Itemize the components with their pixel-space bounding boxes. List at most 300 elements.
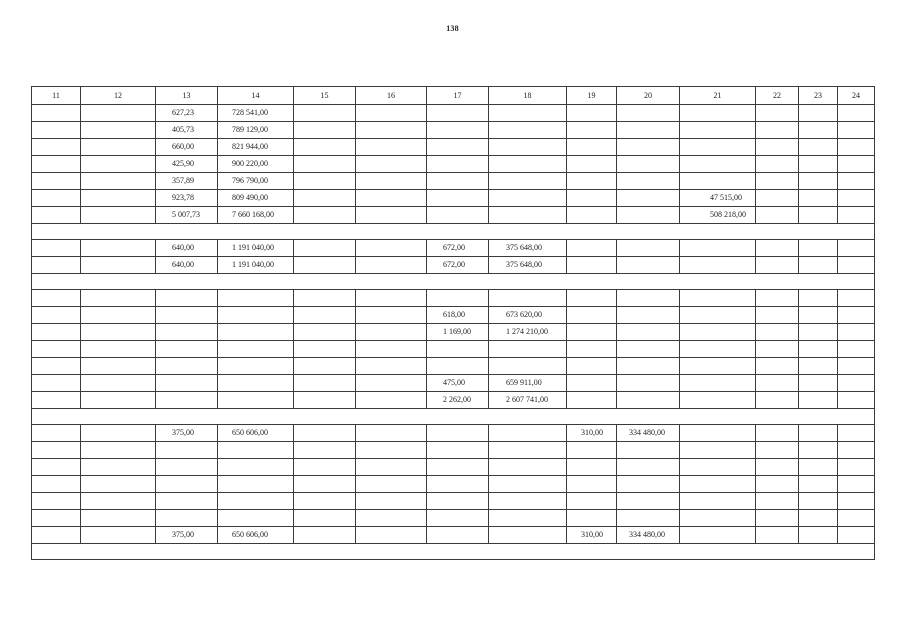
table-cell: 923,78 bbox=[156, 190, 218, 207]
table-cell bbox=[294, 476, 356, 493]
table-cell bbox=[617, 105, 680, 122]
table-row bbox=[32, 207, 875, 224]
table-cell bbox=[567, 493, 617, 510]
table-cell bbox=[756, 392, 799, 409]
table-cell: 508 218,00 bbox=[680, 207, 756, 224]
table-cell bbox=[680, 139, 756, 156]
table-cell bbox=[567, 476, 617, 493]
table-cell bbox=[680, 105, 756, 122]
table-cell bbox=[356, 290, 427, 307]
table-cell: 7 660 168,00 bbox=[218, 207, 294, 224]
table-cell bbox=[156, 493, 218, 510]
table-cell bbox=[218, 392, 294, 409]
table-cell: 627,23 bbox=[156, 105, 218, 122]
table-cell bbox=[838, 510, 875, 527]
column-header: 14 bbox=[218, 87, 294, 105]
table-cell bbox=[427, 510, 489, 527]
table-cell bbox=[838, 139, 875, 156]
table-cell: 821 944,00 bbox=[218, 139, 294, 156]
table-cell bbox=[756, 527, 799, 544]
table-cell bbox=[356, 510, 427, 527]
table-cell bbox=[489, 290, 567, 307]
table-cell: 425,90 bbox=[156, 156, 218, 173]
table-cell bbox=[32, 425, 81, 442]
table-row bbox=[32, 190, 875, 207]
table-cell bbox=[294, 510, 356, 527]
table-cell bbox=[838, 173, 875, 190]
table-cell bbox=[218, 290, 294, 307]
table-cell bbox=[799, 442, 838, 459]
table-cell bbox=[356, 392, 427, 409]
table-cell: 789 129,00 bbox=[218, 122, 294, 139]
table-cell bbox=[756, 493, 799, 510]
table-cell bbox=[617, 459, 680, 476]
separator-cell bbox=[32, 544, 875, 560]
table-row bbox=[32, 341, 875, 358]
table-cell bbox=[156, 341, 218, 358]
table-cell bbox=[156, 290, 218, 307]
table-cell bbox=[567, 442, 617, 459]
table-cell bbox=[799, 375, 838, 392]
table-cell bbox=[32, 493, 81, 510]
table-cell bbox=[489, 190, 567, 207]
table-cell bbox=[680, 493, 756, 510]
table-cell bbox=[680, 307, 756, 324]
table-cell bbox=[756, 375, 799, 392]
table-cell bbox=[489, 493, 567, 510]
table-cell: 2 262,00 bbox=[427, 392, 489, 409]
table-cell bbox=[680, 240, 756, 257]
table-cell bbox=[617, 240, 680, 257]
table-cell bbox=[356, 207, 427, 224]
table-cell bbox=[356, 493, 427, 510]
table-row bbox=[32, 527, 875, 544]
table-cell bbox=[756, 240, 799, 257]
table-cell bbox=[756, 358, 799, 375]
table-cell bbox=[294, 207, 356, 224]
table-cell bbox=[32, 173, 81, 190]
table-cell bbox=[81, 207, 156, 224]
table-cell bbox=[294, 392, 356, 409]
table-cell bbox=[294, 173, 356, 190]
table-cell: 618,00 bbox=[427, 307, 489, 324]
table-cell bbox=[356, 341, 427, 358]
table-cell bbox=[81, 375, 156, 392]
table-cell bbox=[218, 459, 294, 476]
table-row bbox=[32, 493, 875, 510]
column-header: 16 bbox=[356, 87, 427, 105]
table-row bbox=[32, 257, 875, 274]
table-cell bbox=[32, 341, 81, 358]
table-cell bbox=[617, 375, 680, 392]
table-cell bbox=[799, 510, 838, 527]
separator-cell bbox=[32, 409, 875, 425]
table-cell bbox=[427, 207, 489, 224]
table-cell bbox=[156, 307, 218, 324]
table-cell bbox=[756, 324, 799, 341]
table-cell bbox=[756, 442, 799, 459]
table-cell bbox=[356, 257, 427, 274]
table-cell bbox=[156, 459, 218, 476]
table-cell bbox=[799, 139, 838, 156]
table-cell bbox=[427, 156, 489, 173]
table-cell bbox=[617, 341, 680, 358]
table-cell bbox=[838, 207, 875, 224]
table-cell bbox=[356, 190, 427, 207]
section-separator-row bbox=[32, 224, 875, 240]
table-cell bbox=[799, 307, 838, 324]
table-cell bbox=[680, 341, 756, 358]
table-cell: 672,00 bbox=[427, 240, 489, 257]
table-cell bbox=[838, 442, 875, 459]
table-cell bbox=[799, 257, 838, 274]
table-cell bbox=[680, 173, 756, 190]
table-cell bbox=[81, 442, 156, 459]
table-cell bbox=[294, 307, 356, 324]
table-cell bbox=[756, 459, 799, 476]
table-cell: 2 607 741,00 bbox=[489, 392, 567, 409]
table-cell bbox=[427, 190, 489, 207]
table-cell bbox=[32, 392, 81, 409]
table-cell bbox=[489, 459, 567, 476]
table-cell bbox=[218, 375, 294, 392]
table-cell bbox=[680, 257, 756, 274]
table-cell bbox=[218, 307, 294, 324]
data-table bbox=[31, 86, 875, 560]
table-cell bbox=[567, 375, 617, 392]
table-cell bbox=[32, 290, 81, 307]
table-row bbox=[32, 240, 875, 257]
table-cell: 650 606,00 bbox=[218, 527, 294, 544]
table-cell bbox=[218, 510, 294, 527]
table-cell bbox=[294, 425, 356, 442]
table-cell bbox=[489, 425, 567, 442]
table-cell bbox=[427, 173, 489, 190]
table-cell: 640,00 bbox=[156, 240, 218, 257]
column-header: 21 bbox=[680, 87, 756, 105]
column-header: 11 bbox=[32, 87, 81, 105]
table-cell bbox=[799, 341, 838, 358]
table-header-row bbox=[32, 87, 875, 105]
table-cell bbox=[567, 122, 617, 139]
table-cell bbox=[32, 105, 81, 122]
table-cell bbox=[680, 358, 756, 375]
table-cell bbox=[799, 190, 838, 207]
table-cell bbox=[756, 122, 799, 139]
table-cell bbox=[294, 190, 356, 207]
table-cell bbox=[799, 156, 838, 173]
table-cell bbox=[799, 105, 838, 122]
table-cell bbox=[617, 190, 680, 207]
table-cell bbox=[32, 190, 81, 207]
table-cell bbox=[799, 122, 838, 139]
table-cell bbox=[32, 459, 81, 476]
table-cell bbox=[32, 207, 81, 224]
table-cell bbox=[356, 476, 427, 493]
table-row bbox=[32, 425, 875, 442]
table-cell bbox=[838, 493, 875, 510]
table-cell bbox=[838, 459, 875, 476]
table-cell: 673 620,00 bbox=[489, 307, 567, 324]
table-cell: 1 191 040,00 bbox=[218, 257, 294, 274]
table-cell bbox=[838, 257, 875, 274]
table-cell bbox=[617, 122, 680, 139]
table-cell: 375 648,00 bbox=[489, 240, 567, 257]
table-cell bbox=[81, 493, 156, 510]
table-cell bbox=[617, 324, 680, 341]
table-cell bbox=[799, 290, 838, 307]
table-cell bbox=[756, 207, 799, 224]
table-cell bbox=[427, 425, 489, 442]
table-cell bbox=[680, 392, 756, 409]
table-cell: 660,00 bbox=[156, 139, 218, 156]
section-separator-row bbox=[32, 544, 875, 560]
table-cell bbox=[356, 156, 427, 173]
table-cell bbox=[156, 510, 218, 527]
table-cell bbox=[294, 290, 356, 307]
table-cell bbox=[617, 139, 680, 156]
table-cell bbox=[294, 527, 356, 544]
table-cell bbox=[489, 358, 567, 375]
table-cell: 672,00 bbox=[427, 257, 489, 274]
table-cell bbox=[799, 527, 838, 544]
table-cell bbox=[32, 527, 81, 544]
table-cell bbox=[156, 442, 218, 459]
table-cell bbox=[32, 510, 81, 527]
table-cell bbox=[489, 207, 567, 224]
table-cell bbox=[294, 122, 356, 139]
table-cell: 640,00 bbox=[156, 257, 218, 274]
table-cell bbox=[427, 358, 489, 375]
table-cell bbox=[756, 190, 799, 207]
section-separator-row bbox=[32, 274, 875, 290]
table-cell bbox=[427, 493, 489, 510]
table-cell bbox=[680, 290, 756, 307]
table-cell: 5 007,73 bbox=[156, 207, 218, 224]
table-cell: 650 606,00 bbox=[218, 425, 294, 442]
table-cell: 900 220,00 bbox=[218, 156, 294, 173]
table-cell bbox=[81, 527, 156, 544]
table-cell: 334 480,00 bbox=[617, 527, 680, 544]
table-cell bbox=[294, 358, 356, 375]
table-cell bbox=[838, 307, 875, 324]
table-cell bbox=[567, 324, 617, 341]
table-row bbox=[32, 156, 875, 173]
table-cell bbox=[32, 375, 81, 392]
table-cell: 728 541,00 bbox=[218, 105, 294, 122]
table-cell bbox=[218, 476, 294, 493]
table-cell bbox=[427, 139, 489, 156]
table-cell bbox=[356, 307, 427, 324]
column-header: 15 bbox=[294, 87, 356, 105]
table-cell bbox=[356, 358, 427, 375]
table-cell bbox=[81, 476, 156, 493]
table-cell bbox=[81, 425, 156, 442]
table-cell bbox=[427, 527, 489, 544]
table-cell bbox=[32, 476, 81, 493]
table-cell bbox=[838, 375, 875, 392]
table-cell bbox=[838, 190, 875, 207]
table-row bbox=[32, 290, 875, 307]
table-row bbox=[32, 459, 875, 476]
table-cell bbox=[427, 105, 489, 122]
table-row bbox=[32, 510, 875, 527]
table-cell bbox=[294, 257, 356, 274]
table-cell: 405,73 bbox=[156, 122, 218, 139]
table-row bbox=[32, 139, 875, 156]
table-row bbox=[32, 122, 875, 139]
table-cell bbox=[356, 425, 427, 442]
table-cell bbox=[799, 476, 838, 493]
table-row bbox=[32, 173, 875, 190]
table-cell bbox=[617, 173, 680, 190]
table-cell bbox=[218, 442, 294, 459]
table-cell bbox=[567, 190, 617, 207]
table-cell bbox=[81, 358, 156, 375]
table-cell bbox=[567, 257, 617, 274]
table-cell bbox=[489, 173, 567, 190]
table-cell bbox=[799, 425, 838, 442]
table-cell bbox=[756, 257, 799, 274]
table-cell bbox=[838, 122, 875, 139]
table-cell bbox=[32, 156, 81, 173]
table-cell bbox=[567, 139, 617, 156]
table-cell bbox=[756, 156, 799, 173]
table-cell bbox=[838, 240, 875, 257]
table-cell bbox=[356, 442, 427, 459]
table-cell bbox=[680, 510, 756, 527]
table-cell: 375,00 bbox=[156, 527, 218, 544]
table-cell bbox=[567, 207, 617, 224]
table-cell bbox=[756, 341, 799, 358]
column-header: 12 bbox=[81, 87, 156, 105]
section-separator-row bbox=[32, 409, 875, 425]
table-cell bbox=[294, 139, 356, 156]
table-cell bbox=[799, 207, 838, 224]
table-cell: 1 191 040,00 bbox=[218, 240, 294, 257]
table-cell bbox=[489, 156, 567, 173]
table-cell bbox=[81, 392, 156, 409]
table-cell bbox=[218, 493, 294, 510]
table-cell bbox=[838, 358, 875, 375]
table-cell bbox=[756, 139, 799, 156]
table-cell bbox=[81, 190, 156, 207]
table-cell bbox=[617, 257, 680, 274]
table-cell bbox=[356, 139, 427, 156]
table-cell bbox=[680, 122, 756, 139]
table-cell bbox=[294, 375, 356, 392]
table-cell bbox=[356, 240, 427, 257]
column-header: 19 bbox=[567, 87, 617, 105]
table-row bbox=[32, 358, 875, 375]
table-cell bbox=[756, 307, 799, 324]
table-cell bbox=[838, 105, 875, 122]
column-header: 20 bbox=[617, 87, 680, 105]
table-cell bbox=[617, 207, 680, 224]
table-cell bbox=[756, 425, 799, 442]
table-cell bbox=[294, 156, 356, 173]
table-cell bbox=[838, 324, 875, 341]
table-cell bbox=[32, 139, 81, 156]
table-cell bbox=[680, 459, 756, 476]
table-cell bbox=[156, 358, 218, 375]
table-cell bbox=[81, 459, 156, 476]
table-cell bbox=[799, 173, 838, 190]
table-cell bbox=[838, 425, 875, 442]
table-cell bbox=[218, 358, 294, 375]
table-cell bbox=[356, 324, 427, 341]
table-cell bbox=[427, 122, 489, 139]
table-cell: 357,89 bbox=[156, 173, 218, 190]
table-row bbox=[32, 105, 875, 122]
table-cell bbox=[32, 240, 81, 257]
table-cell bbox=[838, 341, 875, 358]
table-cell bbox=[617, 290, 680, 307]
table-row bbox=[32, 392, 875, 409]
table-cell bbox=[756, 105, 799, 122]
table-cell bbox=[680, 324, 756, 341]
separator-cell bbox=[32, 224, 875, 240]
table-cell bbox=[218, 324, 294, 341]
table-cell bbox=[294, 493, 356, 510]
table-cell bbox=[680, 375, 756, 392]
table-cell bbox=[489, 476, 567, 493]
table-cell bbox=[799, 392, 838, 409]
table-cell bbox=[427, 341, 489, 358]
table-cell bbox=[81, 324, 156, 341]
page-number: 138 bbox=[446, 24, 459, 33]
table-cell bbox=[294, 341, 356, 358]
table-cell bbox=[156, 476, 218, 493]
table-cell bbox=[489, 442, 567, 459]
table-cell bbox=[617, 442, 680, 459]
column-header: 17 bbox=[427, 87, 489, 105]
table-cell bbox=[617, 392, 680, 409]
table-cell bbox=[489, 527, 567, 544]
table-cell bbox=[156, 375, 218, 392]
table-row bbox=[32, 476, 875, 493]
table-cell bbox=[81, 139, 156, 156]
table-cell bbox=[32, 358, 81, 375]
table-cell bbox=[356, 459, 427, 476]
table-cell bbox=[680, 527, 756, 544]
table-cell bbox=[81, 240, 156, 257]
table-cell bbox=[32, 442, 81, 459]
table-cell bbox=[567, 307, 617, 324]
table-cell bbox=[567, 240, 617, 257]
table-cell bbox=[617, 493, 680, 510]
table-cell bbox=[680, 425, 756, 442]
table-cell bbox=[838, 156, 875, 173]
table-cell: 809 490,00 bbox=[218, 190, 294, 207]
table-row bbox=[32, 324, 875, 341]
table-cell bbox=[81, 341, 156, 358]
table-cell bbox=[617, 307, 680, 324]
table-cell bbox=[294, 459, 356, 476]
table-cell bbox=[799, 324, 838, 341]
table-cell bbox=[838, 290, 875, 307]
table-cell: 1 274 210,00 bbox=[489, 324, 567, 341]
table-cell bbox=[427, 459, 489, 476]
table-cell: 475,00 bbox=[427, 375, 489, 392]
table-cell bbox=[838, 527, 875, 544]
table-cell bbox=[680, 476, 756, 493]
table-cell: 659 911,00 bbox=[489, 375, 567, 392]
table-cell: 796 790,00 bbox=[218, 173, 294, 190]
table-cell bbox=[838, 476, 875, 493]
table-cell bbox=[427, 476, 489, 493]
table-cell bbox=[617, 510, 680, 527]
